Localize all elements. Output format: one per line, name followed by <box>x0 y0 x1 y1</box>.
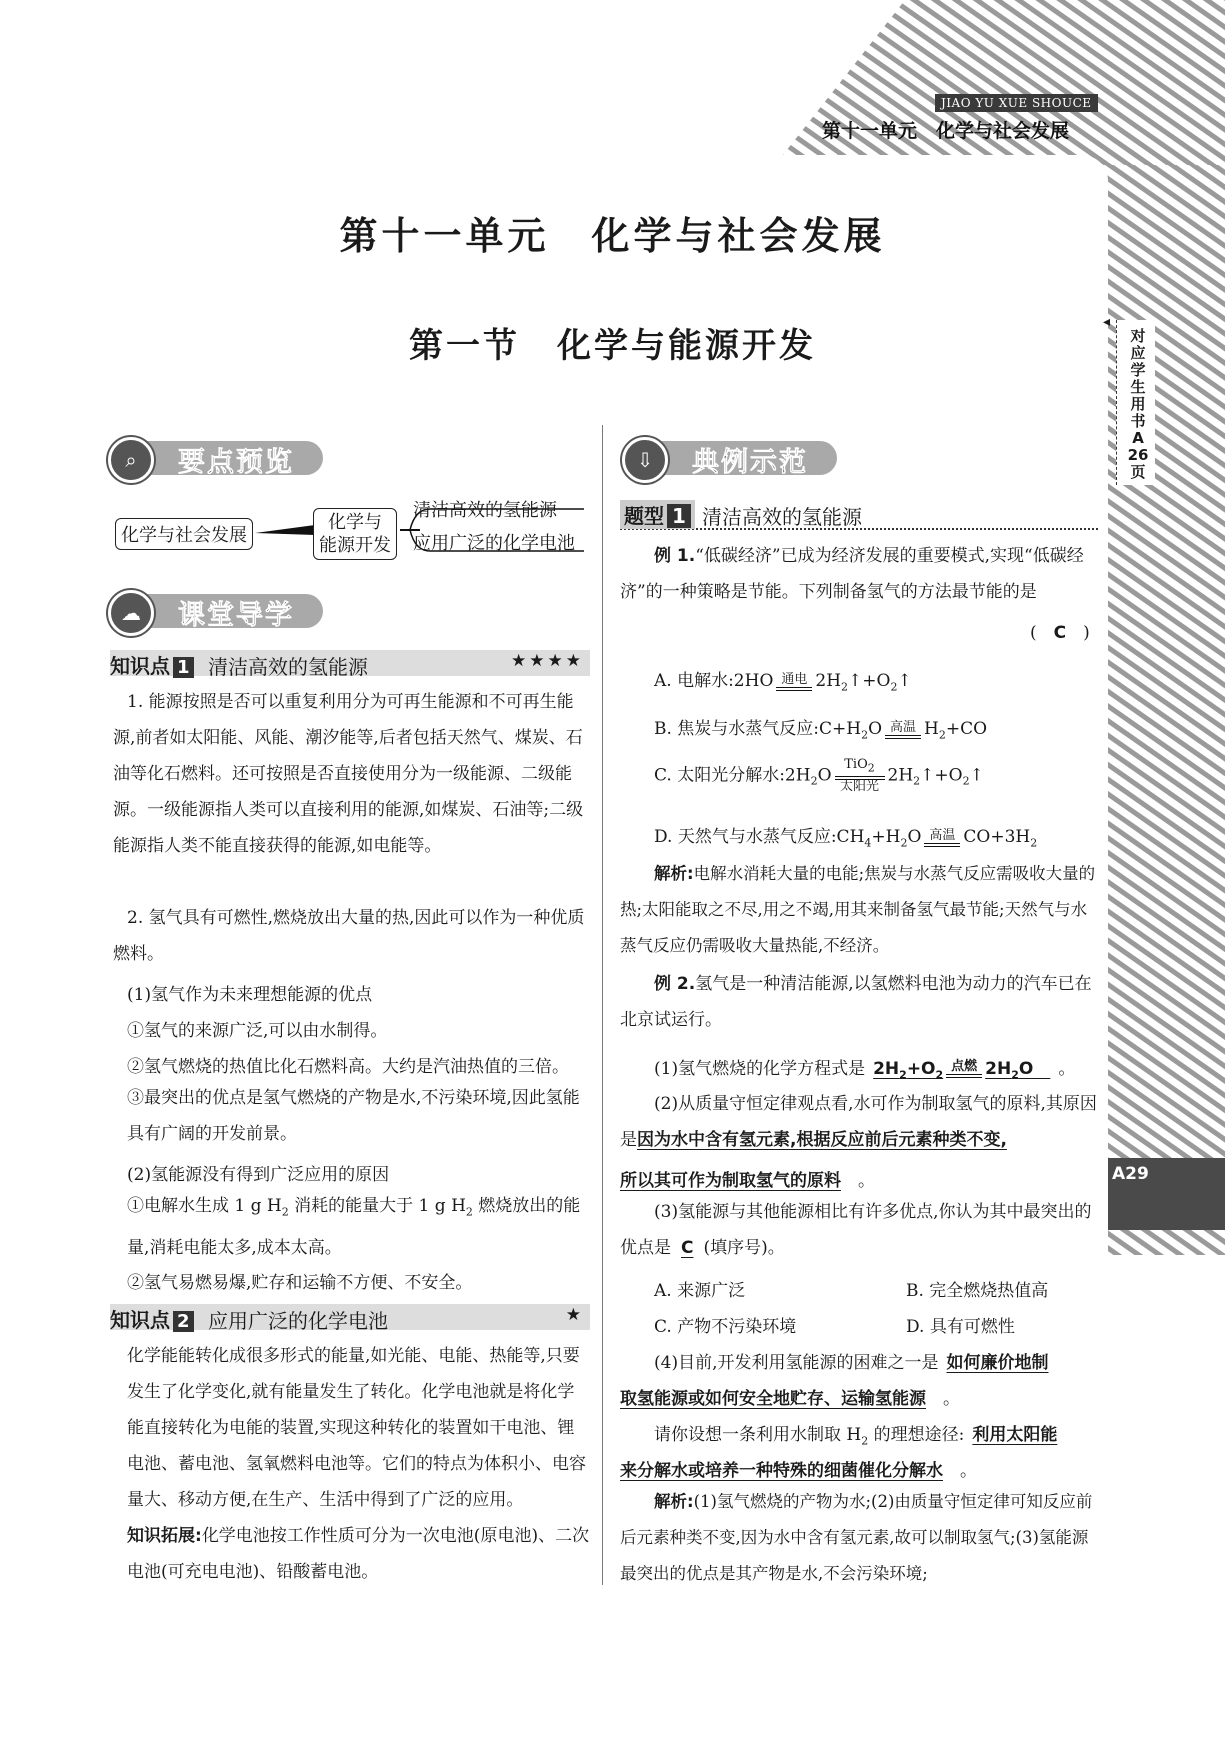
example-2-q4-cont: 取氢能源或如何安全地贮存、运输氢能源 。 <box>620 1389 960 1409</box>
kp1-title: 清洁高效的氢能源 <box>208 655 368 679</box>
header-unit-title: 第十一单元 化学与社会发展 <box>822 120 1070 142</box>
example-2-q2: (2)从质量守恒定律观点看,水可作为制取氢气的原料,其原因是因为水中含有氢元素,根据反应前后元素种类不变, <box>620 1094 1097 1150</box>
example-2-q2-cont: 所以其可作为制取氢气的原料 。 <box>620 1171 875 1191</box>
mindmap-mid-line1: 化学与 <box>328 512 382 533</box>
unit-title: 第十一单元 化学与社会发展 <box>339 214 886 258</box>
section-title: 第一节 化学与能源开发 <box>409 326 816 366</box>
choice-b: B. 完全燃烧热值高 <box>906 1281 1049 1301</box>
banner-key-points <box>108 437 323 477</box>
kp1-line-1: (1)氢气作为未来理想能源的优点 <box>127 985 373 1005</box>
banner-examples <box>622 437 837 477</box>
option-d: D. 天然气与水蒸气反应$:CH_4+H_2O$ 高温 $CO+3H_2$ <box>654 827 1038 850</box>
download-icon: ⇩ <box>622 437 668 483</box>
kp1-prefix: 知识点 1 <box>110 650 197 679</box>
qtype-title: 清洁高效的氢能源 <box>702 505 862 529</box>
kp2-title: 应用广泛的化学电池 <box>208 1309 388 1333</box>
column-divider <box>602 425 603 1585</box>
kp1-line-6: ①电解水生成 1 g $H_2$ 消耗的能量大于 1 g $H_2$ 燃烧放出的能量,消耗电能太多,成本太高。 <box>127 1196 581 1259</box>
qtype-tag: 题型 1 <box>620 500 695 529</box>
kp2-number: 2 <box>173 1311 194 1332</box>
side-reference-text: 对应学生用书A26页 <box>1127 327 1149 481</box>
example-2-q1: (1)氢气燃烧的化学方程式是 $2H_2+O_2$ 点燃 $2H_2O$ 。 <box>654 1059 1076 1082</box>
example-1-label: 例 1. <box>654 546 696 566</box>
example-1-analysis-label: 解析: <box>654 864 694 883</box>
kp1-paragraph-1: 1. 能源按照是否可以重复利用分为可再生能源和不可再生能源,前者如太阳能、风能、潮汐能等,后者包括天然气、煤炭、石油等化石燃料。还可按照是否直接使用分为一级能源、二级能源。一级能源指人类可以直接利用的能源,如煤炭、石油等;二级能源指人类不能直接获得的能源,如电能等。 <box>113 692 584 856</box>
option-b: B. 焦炭与水蒸气反应$:C+H_2O$ 高温 $H_2+CO$ <box>654 719 988 742</box>
kp1-number: 1 <box>173 657 194 678</box>
kp1-line-4: ③最突出的优点是氢气燃烧的产物是水,不污染环境,因此氢能具有广阔的开发前景。 <box>127 1088 580 1144</box>
magnifier-icon: ⌕ <box>108 437 154 483</box>
example-2-q3: (3)氢能源与其他能源相比有许多优点,你认为其中最突出的优点是 C (填序号)。 <box>620 1202 1092 1258</box>
example-2-q2-answer-2: 所以其可作为制取氢气的原料 <box>620 1171 841 1191</box>
example-1-analysis: 解析:电解水消耗大量的电能;焦炭与水蒸气反应需吸收大量的热;太阳能取之不尽,用之不竭,用其来制备氢气最节能;天然气与水蒸气反应仍需吸收大量热能,不经济。 <box>620 864 1096 955</box>
banner-class-guide-label: 课堂导学 <box>178 600 294 631</box>
kp1-line-5: (2)氢能源没有得到广泛应用的原因 <box>127 1165 390 1185</box>
header-series-tag: JIAO YU XUE SHOUCE <box>935 94 1098 112</box>
option-a: A. 电解水:2HO 通电 $2H_2↑+O_2↑$ <box>654 671 912 694</box>
example-2-q4-answer-1: 如何廉价地制 <box>946 1353 1049 1373</box>
example-2-q5-answer-2: 来分解水或培养一种特殊的细菌催化分解水 <box>620 1461 943 1481</box>
kp1-line-3: ②氢气燃烧的热值比化石燃料高。大约是汽油热值的三倍。 <box>127 1057 569 1077</box>
kp2-paragraph: 化学能能转化成很多形式的能量,如光能、电能、热能等,只要发生了化学变化,就有能量发生了转化。化学电池就是将化学能直接转化为电能的装置,实现这种转化的装置如干电池、锂电池、蓄电池、氢氧燃料电池等。它们的特点为体积小、电容量大、移动方便,在生产、生活中得到了广泛的应用。 <box>127 1346 586 1510</box>
mindmap-branch-1: 清洁高效的氢能源 <box>413 500 557 521</box>
cloud-arrow-icon: ☁ <box>108 590 154 636</box>
example-2-q3-answer: C <box>681 1238 694 1258</box>
choice-d: D. 具有可燃性 <box>906 1317 1015 1337</box>
example-2-q5-answer-1: 利用太阳能 <box>972 1425 1058 1445</box>
kp1-stars: ★★★★ <box>511 651 584 671</box>
mindmap-branch-2: 应用广泛的化学电池 <box>413 533 575 554</box>
knowledge-point-2-bar <box>110 1304 590 1333</box>
mindmap-mid-line2: 能源开发 <box>319 535 391 556</box>
example-1-stem: 例 1.“低碳经济”已成为经济发展的重要模式,实现“低碳经济”的一种策略是节能。下列制备氢气的方法最节能的是 <box>620 546 1084 602</box>
example-2-q4: (4)目前,开发利用氢能源的困难之一是 如何廉价地制 <box>654 1353 1049 1373</box>
kp1-paragraph-2: 2. 氢气具有可燃性,燃烧放出大量的热,因此可以作为一种优质燃料。 <box>113 908 585 964</box>
banner-class-guide <box>108 590 323 630</box>
example-2-q4-answer-2: 取氢能源或如何安全地贮存、运输氢能源 <box>620 1389 926 1409</box>
example-2-q1-answer: $2H_2+O_2$ 点燃 $2H_2O$ <box>873 1059 1051 1082</box>
example-2-stem: 例 2.氢气是一种清洁能源,以氢燃料电池为动力的汽车已在北京试运行。 <box>620 974 1092 1030</box>
choice-a: A. 来源广泛 <box>654 1281 746 1301</box>
example-2-q5-cont: 来分解水或培养一种特殊的细菌催化分解水 。 <box>620 1461 977 1481</box>
kp1-line-7: ②氢气易燃易爆,贮存和运输不方便、不安全。 <box>127 1273 473 1293</box>
mindmap-root: 化学与社会发展 <box>115 518 253 550</box>
knowledge-point-1-bar <box>110 650 590 679</box>
example-2-q2-answer-1: 因为水中含有氢元素,根据反应前后元素种类不变, <box>637 1130 1007 1150</box>
example-2-q5: 请你设想一条利用水制取 $H_2$ 的理想途径: 利用太阳能 <box>654 1425 1058 1448</box>
example-2-label: 例 2. <box>654 974 696 994</box>
kp1-line-2: ①氢气的来源广泛,可以由水制得。 <box>127 1021 388 1041</box>
banner-key-points-label: 要点预览 <box>178 447 294 478</box>
page-number: A29 <box>1112 1164 1149 1184</box>
kp2-stars: ★ <box>565 1305 584 1325</box>
qtype-number: 1 <box>667 504 691 528</box>
page-number-tab <box>1108 1158 1225 1230</box>
choice-c: C. 产物不污染环境 <box>654 1317 797 1337</box>
kp2-prefix: 知识点 2 <box>110 1304 197 1333</box>
option-c: C. 太阳光分解水$:2H_2O$ TiO$_2$ 太阳光 $2H_2↑+O_2↑$ <box>654 757 984 794</box>
arrow-left-icon: ◂ <box>1103 314 1111 330</box>
banner-examples-label: 典例示范 <box>692 447 808 478</box>
example-2-analysis: 解析:(1)氢气燃烧的产物为水;(2)由质量守恒定律可知反应前后元素种类不变,因为水中含有氢元素,故可以制取氢气;(3)氢能源最突出的优点是其产物是水,不会污染环境; <box>620 1492 1093 1583</box>
example-2-analysis-label: 解析: <box>654 1492 694 1511</box>
kp2-extension: 知识拓展:化学电池按工作性质可分为一次电池(原电池)、二次电池(可充电电池)、铅酸蓄电池。 <box>127 1526 590 1582</box>
mindmap-mid <box>313 508 397 560</box>
question-type-1-bar <box>620 500 1098 530</box>
kp2-extension-label: 知识拓展: <box>127 1526 202 1546</box>
example-1-answer: ( C ) <box>1030 623 1090 643</box>
example-1-answer-value: C <box>1053 623 1067 643</box>
